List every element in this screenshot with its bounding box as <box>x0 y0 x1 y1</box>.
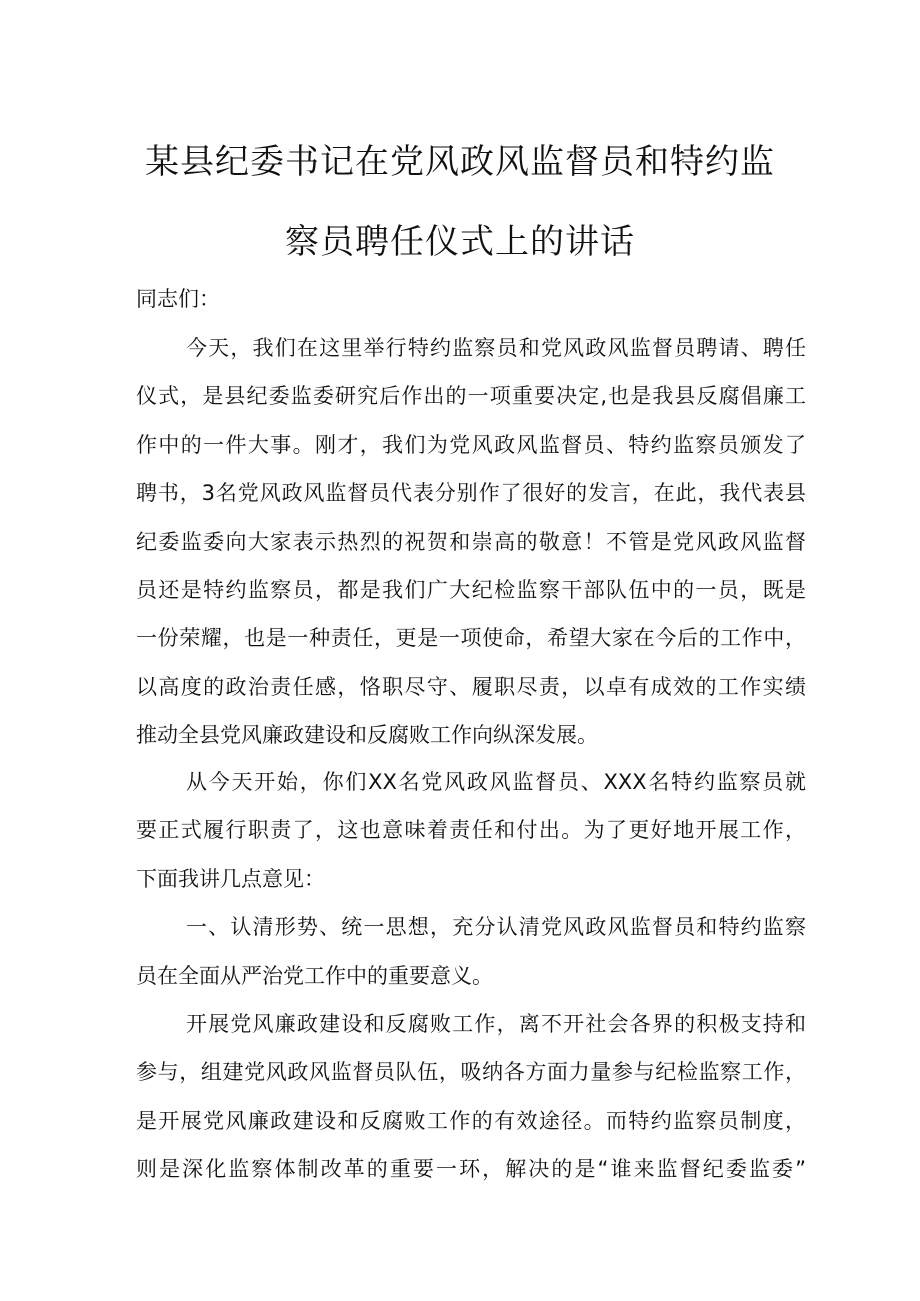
document-title-line-2: 察员聘任仪式上的讲话 <box>285 222 635 262</box>
body-line: 一份荣耀，也是一种责任，更是一项使命，希望大家在今后的工作中， <box>136 626 806 650</box>
body-line: 聘书，3名党风政风监督员代表分别作了很好的发言，在此，我代表县 <box>136 481 806 505</box>
body-line: 作中的一件大事。刚才，我们为党风政风监督员、特约监察员颁发了 <box>136 433 806 457</box>
body-line: 纪委监委向大家表示热烈的祝贺和崇高的敬意！不管是党风政风监督 <box>136 530 806 554</box>
body-line: 推动全县党风廉政建设和反腐败工作向纵深发展。 <box>136 723 598 747</box>
section-heading-line: 一、认清形势、统一思想，充分认清党风政风监督员和特约监察 <box>186 915 806 939</box>
body-line: 开展党风廉政建设和反腐败工作，离不开社会各界的积极支持和 <box>186 1012 806 1036</box>
body-line: 是开展党风廉政建设和反腐败工作的有效途径。而特约监察员制度， <box>136 1109 806 1133</box>
document-title-line-1: 某县纪委书记在党风政风监督员和特约监 <box>145 142 775 182</box>
body-line: 参与，组建党风政风监督员队伍，吸纳各方面力量参与纪检监察工作， <box>136 1060 806 1084</box>
body-line: 以高度的政治责任感，恪职尽守、履职尽责，以卓有成效的工作实绩 <box>136 675 806 699</box>
section-heading-line: 员在全面从严治党工作中的重要意义。 <box>136 964 493 988</box>
body-line: 下面我讲几点意见： <box>136 867 325 891</box>
body-line: 员还是特约监察员，都是我们广大纪检监察干部队伍中的一员，既是 <box>136 578 806 602</box>
body-line: 今天，我们在这里举行特约监察员和党风政风监督员聘请、聘任 <box>186 336 806 360</box>
body-line: 则是深化监察体制改革的重要一环，解决的是“谁来监督纪委监委” <box>136 1157 806 1181</box>
body-line: 从今天开始，你们XX名党风政风监督员、XXX名特约监察员就 <box>186 770 806 794</box>
body-line: 要正式履行职责了，这也意味着责任和付出。为了更好地开展工作， <box>136 818 806 842</box>
salutation: 同志们： <box>136 287 220 311</box>
body-line: 仪式，是县纪委监委研究后作出的一项重要决定,也是我县反腐倡廉工 <box>136 384 806 408</box>
